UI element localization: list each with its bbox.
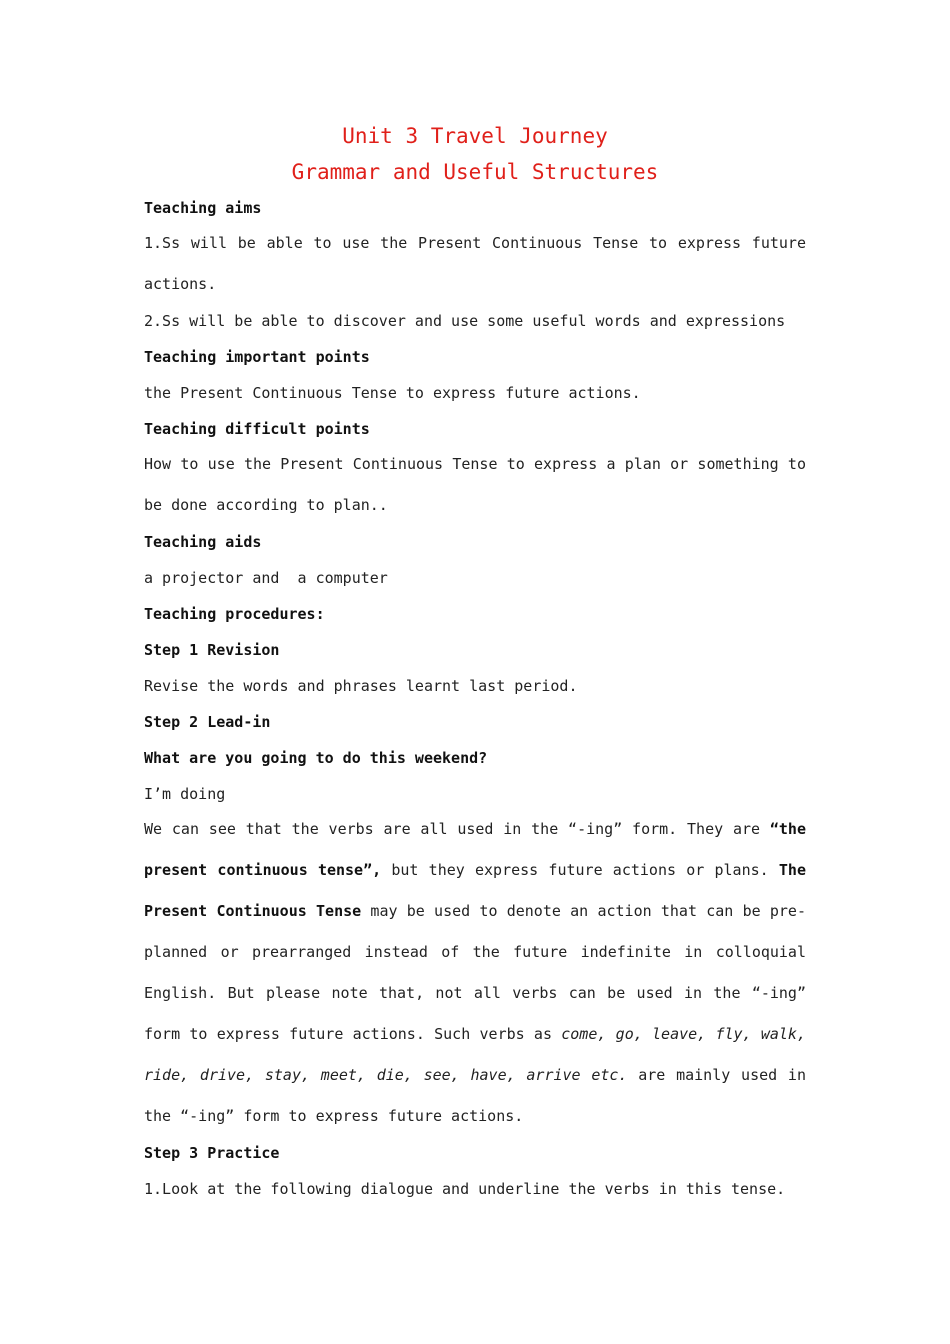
explanation-text-2: but they express future actions or plans.: [381, 861, 779, 879]
heading-step-2: Step 2 Lead-in: [144, 713, 271, 731]
teaching-aids-text: a projector and a computer: [144, 569, 388, 587]
explanation-text-1: We can see that the verbs are all used in the “-ing” form. They are: [144, 820, 770, 838]
step-1-text: Revise the words and phrases learnt last period.: [144, 677, 578, 695]
explanation-text-4: are mainly used in the “-ing” form to express future actions.: [144, 1066, 806, 1125]
heading-difficult-points: Teaching difficult points: [144, 420, 370, 438]
heading-teaching-aims: Teaching aims: [144, 199, 262, 217]
document-subtitle: Grammar and Useful Structures: [291, 160, 659, 184]
step-3-text: 1.Look at the following dialogue and underline the verbs in this tense.: [144, 1180, 786, 1198]
explanation-paragraph: [144, 809, 806, 1137]
heading-teaching-procedures: Teaching procedures:: [144, 605, 325, 623]
explanation-text-3: may be used to denote an action that can be pre-planned or prearranged instead of the future indefinite in colloquial English. But please note that, not all verbs can be used in the “-ing” form to express future actions. Such verbs as: [144, 902, 806, 1043]
document-page: [144, 118, 806, 1207]
important-points-text: the Present Continuous Tense to express future actions.: [144, 384, 641, 402]
heading-teaching-aids: Teaching aids: [144, 533, 262, 551]
heading-step-1: Step 1 Revision: [144, 641, 280, 659]
aim-item-1: 1.Ss will be able to use the Present Continuous Tense to express future actions.: [144, 234, 806, 293]
document-title: Unit 3 Travel Journey: [342, 124, 608, 148]
heading-step-3: Step 3 Practice: [144, 1144, 280, 1162]
difficult-points-text: How to use the Present Continuous Tense to express a plan or something to be done according to plan..: [144, 455, 806, 514]
lead-in-answer: I’m doing: [144, 785, 226, 803]
aim-item-2: 2.Ss will be able to discover and use some useful words and expressions: [144, 312, 786, 330]
lead-in-question: What are you going to do this weekend?: [144, 749, 488, 767]
explanation-bold-2: The Present Continuous Tense: [144, 861, 806, 920]
heading-important-points: Teaching important points: [144, 348, 370, 366]
explanation-italic-verbs: come, go, leave, fly, walk, ride, drive, stay, meet, die, see, have, arrive etc.: [144, 1025, 806, 1084]
explanation-bold-1: “the present continuous tense”,: [144, 820, 806, 879]
